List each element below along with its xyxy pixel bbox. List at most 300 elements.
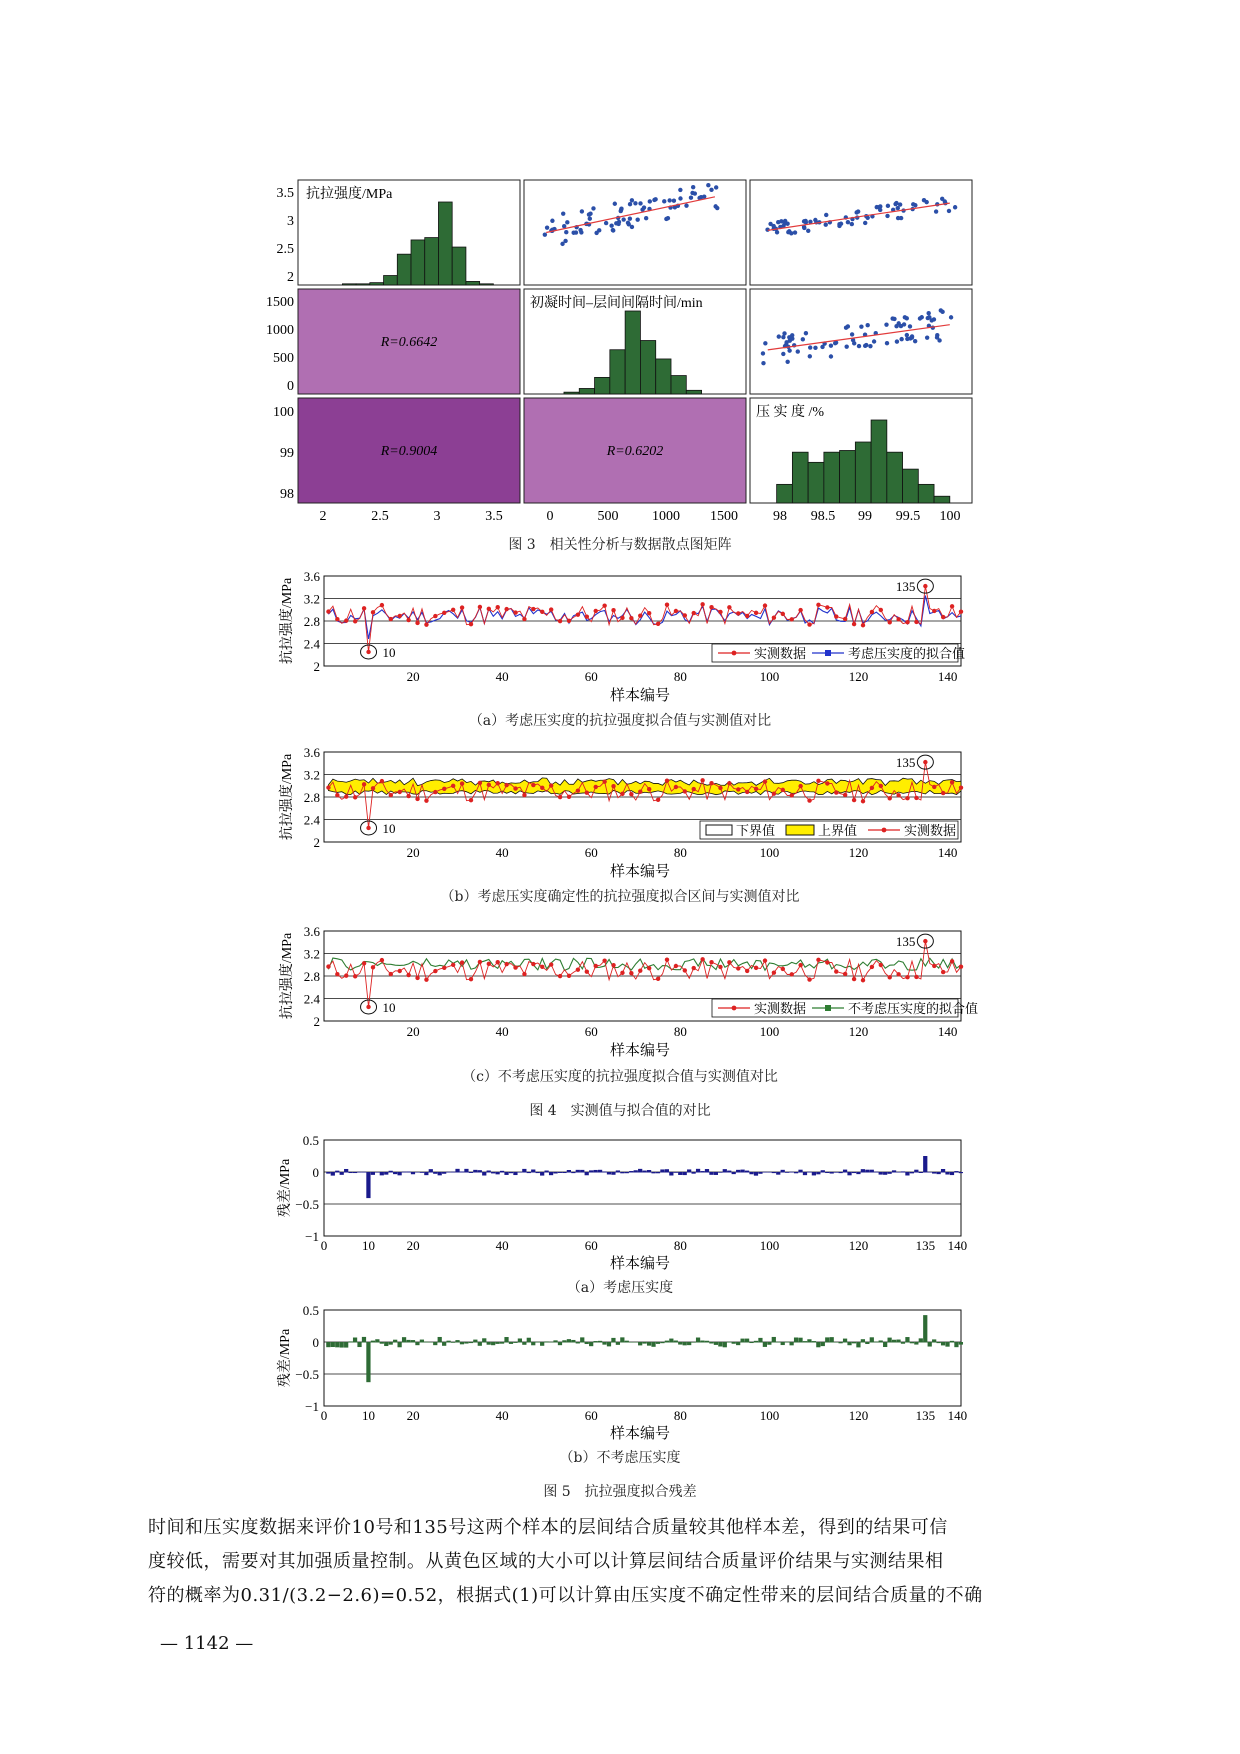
residual-bar <box>429 1342 433 1343</box>
residual-bar <box>687 1342 691 1345</box>
col2-tick-4: 100 <box>939 509 961 524</box>
residual-bar <box>340 1172 344 1175</box>
y-tick-label: −1 <box>305 1399 319 1414</box>
figure-5b-subcaption: （b）不考虑压实度 <box>559 1450 681 1466</box>
x-tick-label: 140 <box>947 1408 968 1423</box>
x-tick-label: 20 <box>406 669 420 684</box>
residual-bar <box>504 1337 508 1342</box>
y-tick-label: 2.8 <box>303 614 320 629</box>
residual-bar <box>861 1339 865 1342</box>
residual-bar <box>469 1172 473 1173</box>
residual-bar <box>798 1338 802 1343</box>
residual-bar <box>527 1172 531 1173</box>
residual-bar <box>638 1169 642 1173</box>
residual-bar <box>585 1342 589 1344</box>
residual-bar <box>576 1170 580 1173</box>
r-value-1-0: R=0.6642 <box>380 335 438 350</box>
outlier-label-135: 135 <box>895 934 916 950</box>
residual-bar <box>380 1342 384 1344</box>
residual-bar <box>776 1342 780 1343</box>
residual-bar <box>870 1337 874 1342</box>
residual-bar <box>389 1342 393 1345</box>
figure-4c-subcaption: （c）不考虑压实度的抗拉强度拟合值与实测值对比 <box>462 1069 778 1085</box>
x-tick-label: 100 <box>759 1024 780 1039</box>
residual-bar <box>763 1172 767 1173</box>
x-tick-label: 135 <box>915 1238 936 1253</box>
x-tick-label: 20 <box>406 1408 420 1423</box>
residual-bar <box>647 1342 651 1346</box>
y-axis-label: 抗拉强度/MPa <box>280 932 295 1020</box>
x-tick-label: 40 <box>495 1024 509 1039</box>
residual-bar <box>509 1172 513 1173</box>
residual-bar <box>812 1172 816 1175</box>
page-number: — 1142 — <box>160 1633 254 1654</box>
x-tick-label: 135 <box>915 1408 936 1423</box>
residual-bar <box>558 1172 562 1173</box>
residual-bar <box>830 1337 834 1342</box>
residual-bar <box>696 1338 700 1343</box>
residual-bar <box>331 1172 335 1176</box>
residual-bar <box>901 1342 905 1344</box>
residual-bar <box>852 1172 856 1173</box>
residual-bar <box>749 1342 753 1343</box>
diag-label-time: 初凝时间–层间间隔时间/min <box>530 296 703 311</box>
residual-bar <box>589 1342 593 1346</box>
residual-bar <box>856 1342 860 1347</box>
y-axis-label: 抗拉强度/MPa <box>280 577 295 665</box>
residual-bar <box>353 1172 357 1173</box>
residual-bar <box>375 1172 379 1173</box>
residual-bar <box>767 1342 771 1345</box>
residual-bar <box>870 1170 874 1173</box>
outlier-label-10: 10 <box>382 644 396 660</box>
x-tick-label: 60 <box>584 1024 598 1039</box>
residual-bar <box>451 1172 455 1173</box>
residual-bar <box>611 1338 615 1343</box>
residual-bar <box>625 1172 629 1173</box>
residual-bar <box>594 1341 598 1342</box>
residual-bar <box>357 1172 361 1173</box>
residual-bar <box>536 1172 540 1173</box>
residual-bar <box>611 1172 615 1175</box>
residual-bar <box>879 1340 883 1342</box>
y-tick-label: 3.2 <box>303 591 320 607</box>
residual-bar <box>865 1342 869 1344</box>
residual-bar <box>513 1342 517 1343</box>
row2-tick-0: 100 <box>273 405 294 420</box>
residual-bar <box>883 1342 887 1347</box>
residual-bar <box>433 1342 437 1345</box>
residual-bar <box>518 1172 522 1173</box>
x-tick-label: 120 <box>848 1238 869 1253</box>
residual-bar <box>625 1341 629 1343</box>
x-tick-label: 120 <box>848 1408 869 1423</box>
row2-tick-2: 98 <box>280 487 294 502</box>
residual-bar <box>937 1172 941 1174</box>
x-tick-label: 0 <box>320 1408 328 1423</box>
residual-bar <box>353 1338 357 1343</box>
residual-bar <box>758 1172 762 1174</box>
y-axis-label: 残差/MPa <box>278 1328 293 1388</box>
plot-frame <box>324 1310 961 1406</box>
residual-bar <box>438 1172 442 1175</box>
residual-bar <box>656 1172 660 1173</box>
residual-bar <box>660 1342 664 1343</box>
residual-bar <box>910 1172 914 1173</box>
residual-bar <box>723 1169 727 1172</box>
residual-bar <box>718 1342 722 1346</box>
residual-bar <box>553 1340 557 1342</box>
residual-bar <box>959 1172 963 1173</box>
y-tick-label: 3.2 <box>303 946 320 962</box>
residual-bar <box>620 1172 624 1173</box>
figure-5a-subcaption: （a）考虑压实度 <box>566 1280 674 1296</box>
residual-bar <box>700 1171 704 1172</box>
residual-bar <box>950 1341 954 1343</box>
residual-bar <box>424 1342 428 1343</box>
legend-label-measured: 实测数据 <box>754 1001 807 1016</box>
residual-bar <box>852 1342 856 1343</box>
residual-bar <box>424 1172 428 1175</box>
x-tick-label: 100 <box>759 1408 780 1423</box>
residual-bar <box>888 1172 892 1174</box>
residual-bar <box>580 1170 584 1173</box>
residual-bar <box>919 1338 923 1342</box>
residual-bar <box>709 1342 713 1344</box>
residual-bar <box>714 1172 718 1175</box>
residual-bar <box>905 1172 909 1175</box>
residual-bar <box>393 1172 397 1174</box>
residual-bar <box>834 1172 838 1173</box>
y-tick-label: 2 <box>313 659 320 674</box>
residual-bar <box>821 1342 825 1346</box>
residual-bar <box>928 1172 932 1173</box>
residual-bar <box>549 1342 553 1343</box>
y-tick-label: −0.5 <box>295 1367 319 1382</box>
residual-bar <box>415 1172 419 1173</box>
residual-bar <box>634 1342 638 1343</box>
row0-tick-0: 3.5 <box>276 186 294 201</box>
residual-bar <box>562 1172 566 1173</box>
residual-bar <box>576 1342 580 1343</box>
residual-bar <box>683 1342 687 1345</box>
residual-bar <box>723 1342 727 1347</box>
residual-bar <box>455 1340 459 1342</box>
residual-bar <box>438 1337 442 1343</box>
residual-bar <box>464 1169 468 1173</box>
residual-bar <box>420 1340 424 1343</box>
residual-bar <box>794 1172 798 1173</box>
residual-bar <box>335 1171 339 1173</box>
residual-bar <box>705 1341 709 1343</box>
residual-bar <box>874 1342 878 1343</box>
row1-tick-1: 1000 <box>266 323 294 338</box>
x-tick-label: 60 <box>584 1238 598 1253</box>
residual-bar <box>718 1172 722 1173</box>
y-tick-label: 2.8 <box>303 790 320 805</box>
figure-4b-subcaption: （b）考虑压实度确定性的抗拉强度拟合区间与实测值对比 <box>440 889 800 905</box>
x-axis-label: 样本编号 <box>609 1256 671 1272</box>
residual-bar <box>812 1341 816 1342</box>
residual-bar <box>442 1342 446 1346</box>
residual-bar <box>473 1170 477 1173</box>
residual-bar <box>411 1340 415 1342</box>
y-tick-label: 0.5 <box>302 1303 319 1318</box>
residual-bar <box>531 1342 535 1345</box>
residual-bar <box>678 1172 682 1175</box>
residual-bar <box>602 1342 606 1345</box>
residual-bar <box>451 1342 455 1343</box>
residual-bar <box>950 1172 954 1175</box>
residual-bar <box>669 1339 673 1343</box>
residual-bar <box>665 1341 669 1343</box>
residual-bar <box>736 1342 740 1345</box>
residual-bar <box>879 1172 883 1175</box>
residual-bar <box>571 1340 575 1343</box>
residual-bar <box>883 1172 887 1175</box>
residual-bar <box>945 1172 949 1175</box>
residual-bar <box>937 1342 941 1343</box>
residual-bar <box>594 1170 598 1173</box>
y-tick-label: 0 <box>312 1165 319 1180</box>
x-axis-label: 样本编号 <box>609 1426 671 1442</box>
residual-bar <box>892 1340 896 1343</box>
y-tick-label: 3.6 <box>303 924 320 939</box>
residual-bar <box>674 1341 678 1343</box>
residual-bar <box>794 1337 798 1342</box>
col2-tick-2: 99 <box>858 509 872 524</box>
residual-bar <box>357 1342 361 1347</box>
residual-bar <box>482 1338 486 1342</box>
residual-bar <box>406 1340 410 1343</box>
y-tick-label: 3.6 <box>303 745 320 760</box>
x-tick-label: 20 <box>406 1024 420 1039</box>
residual-bar <box>536 1342 540 1343</box>
residual-bar <box>772 1337 776 1343</box>
residual-bar <box>567 1339 571 1342</box>
residual-bar <box>384 1172 388 1175</box>
figure-4-caption: 图 4 实测值与拟合值的对比 <box>529 1103 711 1119</box>
residual-bar <box>540 1172 544 1176</box>
y-tick-label: 0 <box>312 1335 319 1350</box>
residual-bar <box>727 1171 731 1173</box>
residual-bar <box>665 1169 669 1172</box>
y-tick-label: 3.6 <box>303 569 320 584</box>
residual-bar <box>776 1172 780 1175</box>
y-tick-label: 0.5 <box>302 1133 319 1148</box>
residual-bar <box>398 1172 402 1175</box>
residual-bar <box>415 1342 419 1345</box>
residual-bar <box>736 1170 740 1173</box>
residual-bar <box>932 1339 936 1342</box>
col2-tick-1: 98.5 <box>810 509 836 524</box>
residual-bar <box>504 1172 508 1175</box>
residual-bar <box>567 1170 571 1172</box>
residual-bar <box>527 1338 531 1343</box>
residual-bar <box>371 1341 375 1343</box>
body-line-2: 度较低，需要对其加强质量控制。从黄色区域的大小可以计算层间结合质量评价结果与实测结果相 <box>148 1551 944 1572</box>
row1-tick-2: 500 <box>273 351 294 366</box>
residual-bar <box>585 1172 589 1175</box>
residual-bar <box>923 1315 927 1342</box>
residual-bar <box>491 1172 495 1173</box>
residual-bar <box>482 1172 486 1176</box>
residual-bar <box>669 1172 673 1176</box>
residual-bar <box>749 1172 753 1174</box>
body-line-1: 时间和压实度数据来评价10号和135号这两个样本的层间结合质量较其他样本差，得到的结果可信 <box>148 1517 948 1538</box>
residual-bar <box>634 1170 638 1172</box>
residual-bar <box>888 1338 892 1343</box>
residual-bar <box>380 1172 384 1175</box>
residual-bar <box>366 1342 370 1382</box>
residual-bar <box>696 1169 700 1173</box>
residual-bar <box>910 1342 914 1343</box>
x-tick-label: 60 <box>584 669 598 684</box>
residual-bar <box>616 1170 620 1172</box>
residual-bar <box>402 1337 406 1342</box>
residual-bar <box>678 1342 682 1345</box>
x-tick-label: 80 <box>673 1024 687 1039</box>
x-tick-label: 120 <box>848 845 869 860</box>
residual-bar <box>518 1338 522 1342</box>
residual-bar <box>491 1342 495 1345</box>
residual-bar <box>433 1172 437 1174</box>
x-axis-label: 样本编号 <box>609 1043 671 1059</box>
residual-bar <box>389 1171 393 1173</box>
y-tick-label: 2 <box>313 1014 320 1029</box>
residual-bar <box>362 1172 366 1173</box>
col1-tick-0: 0 <box>546 509 554 524</box>
residual-bar <box>785 1172 789 1173</box>
residual-bar <box>375 1339 379 1342</box>
r-value-2-0: R=0.9004 <box>380 444 438 459</box>
residual-bar <box>790 1172 794 1173</box>
residual-bar <box>349 1341 353 1342</box>
residual-bar <box>371 1172 375 1175</box>
residual-bar <box>856 1172 860 1174</box>
y-tick-label: 3.2 <box>303 767 320 783</box>
residual-bar <box>607 1342 611 1346</box>
residual-bar <box>545 1341 549 1342</box>
residual-bar <box>638 1342 642 1345</box>
residual-bar <box>562 1340 566 1342</box>
residual-bar <box>843 1170 847 1173</box>
residual-bar <box>705 1169 709 1172</box>
residual-bar <box>598 1170 602 1173</box>
x-tick-label: 140 <box>937 1024 958 1039</box>
col1-tick-1: 500 <box>597 509 619 524</box>
col1-tick-3: 1500 <box>710 509 738 524</box>
y-axis-label: 残差/MPa <box>278 1158 293 1218</box>
residual-bar <box>545 1171 549 1173</box>
x-tick-label: 60 <box>584 1408 598 1423</box>
row0-tick-3: 2 <box>287 270 294 285</box>
residual-bar <box>785 1342 789 1343</box>
row2-tick-1: 99 <box>280 446 294 461</box>
legend-label-lower: 下界值 <box>736 823 776 838</box>
residual-bar <box>331 1342 335 1347</box>
residual-bar <box>487 1171 491 1173</box>
y-tick-label: 2 <box>313 835 320 850</box>
x-tick-label: 10 <box>362 1408 376 1423</box>
col2-tick-0: 98 <box>773 509 787 524</box>
residual-bar <box>941 1169 945 1173</box>
residual-bar <box>366 1172 370 1198</box>
x-tick-label: 40 <box>495 1238 509 1253</box>
residual-bar <box>763 1342 767 1347</box>
outlier-label-135: 135 <box>895 755 916 771</box>
x-tick-label: 120 <box>848 1024 869 1039</box>
x-tick-label: 140 <box>937 845 958 860</box>
residual-bar <box>683 1172 687 1175</box>
residual-bar <box>349 1172 353 1173</box>
residual-bar <box>754 1341 758 1343</box>
outlier-label-10: 10 <box>382 999 396 1015</box>
figure-3-caption: 图 3 相关性分析与数据散点图矩阵 <box>508 537 732 553</box>
row0-tick-1: 3 <box>287 214 294 229</box>
residual-bar <box>745 1339 749 1343</box>
figure-4a-subcaption: （a）考虑压实度的抗拉强度拟合值与实测值对比 <box>468 713 772 729</box>
residual-bar <box>478 1170 482 1172</box>
residual-bar <box>700 1341 704 1343</box>
x-tick-label: 80 <box>673 669 687 684</box>
col0-tick-0: 2 <box>319 509 327 524</box>
residual-bar <box>945 1342 949 1347</box>
col0-tick-3: 3.5 <box>485 509 503 524</box>
residual-bar <box>816 1342 820 1347</box>
residual-bar <box>839 1342 843 1343</box>
residual-bar <box>571 1172 575 1173</box>
residual-bar <box>901 1171 905 1172</box>
residual-bar <box>558 1342 562 1345</box>
outlier-label-10: 10 <box>382 820 396 836</box>
residual-bar <box>790 1342 794 1345</box>
residual-bar <box>896 1340 900 1343</box>
residual-bar <box>344 1342 348 1348</box>
x-tick-label: 10 <box>362 1238 376 1253</box>
residual-bar <box>834 1342 838 1343</box>
residual-bar <box>460 1342 464 1344</box>
residual-bar <box>513 1172 517 1175</box>
residual-bar <box>825 1337 829 1342</box>
residual-bar <box>620 1337 624 1342</box>
residual-bar <box>923 1156 927 1173</box>
residual-bar <box>692 1172 696 1174</box>
y-tick-label: 2.8 <box>303 969 320 984</box>
residual-bar <box>406 1172 410 1173</box>
residual-bar <box>629 1342 633 1343</box>
residual-bar <box>692 1342 696 1343</box>
residual-bar <box>629 1171 633 1172</box>
residual-bar <box>531 1170 535 1173</box>
x-tick-label: 40 <box>495 669 509 684</box>
residual-bar <box>847 1342 851 1345</box>
residual-bar <box>643 1342 647 1344</box>
residual-bar <box>781 1342 785 1345</box>
y-axis-label: 抗拉强度/MPa <box>280 753 295 841</box>
residual-bar <box>335 1342 339 1347</box>
residual-bar <box>732 1342 736 1344</box>
residual-bar <box>340 1342 344 1348</box>
residual-bar <box>522 1342 526 1345</box>
residual-bar <box>496 1342 500 1344</box>
residual-bar <box>914 1170 918 1173</box>
residual-bar <box>954 1171 958 1172</box>
residual-bar <box>326 1342 330 1347</box>
row0-tick-2: 2.5 <box>276 242 294 257</box>
residual-bar <box>411 1172 415 1174</box>
col1-tick-2: 1000 <box>652 509 680 524</box>
